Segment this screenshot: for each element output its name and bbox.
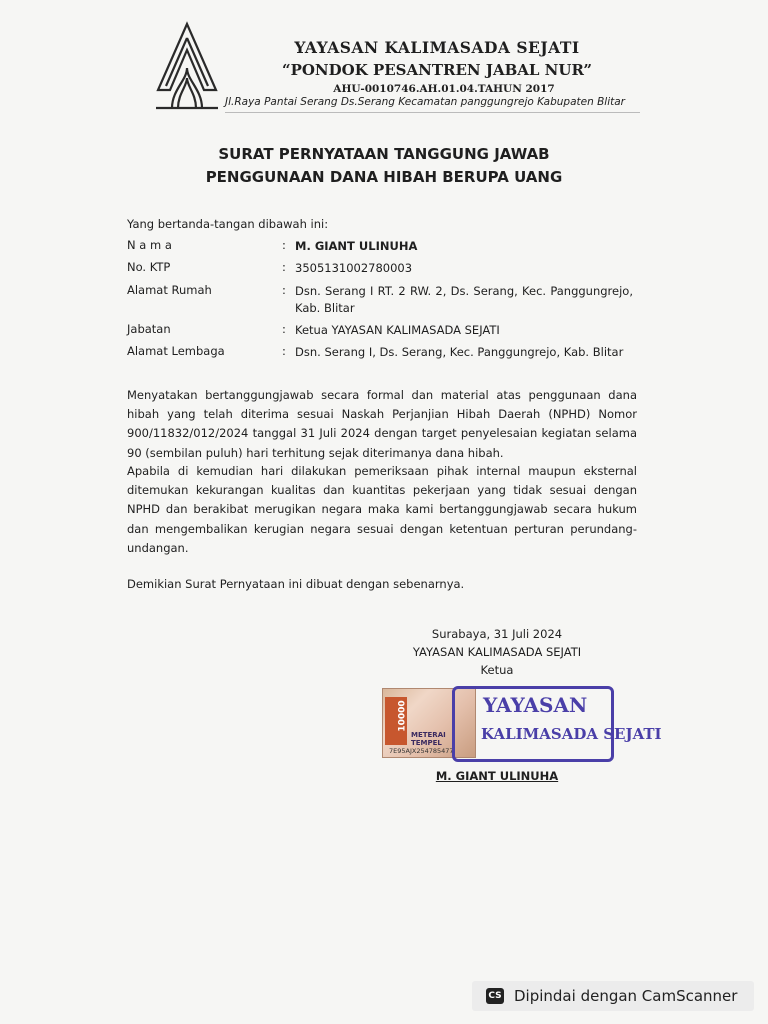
liability-paragraph: Apabila di kemudian hari dilakukan pemeriksaan pihak internal maupun eksternal ditemukan kekurangan kualitas dan kuantitas pekerjaan yang tidak sesuai dengan NPHD dan berakibat merugikan negara maka kami bertanggungjawab secara hukum dan mengembalikan kerugian negara sesuai dengan ketentuan perturan perundang-undangan. xyxy=(127,464,637,555)
letterhead-divider xyxy=(225,112,640,113)
closing-text: Demikian Surat Pernyataan ini dibuat dengan sebenarnya. xyxy=(127,577,465,591)
field-label: No. KTP xyxy=(127,260,171,274)
field-label: Jabatan xyxy=(127,322,171,336)
camscanner-badge xyxy=(472,981,754,1011)
signer-name xyxy=(392,769,602,783)
stamp-line2: KALIMASADA SEJATI xyxy=(481,725,662,743)
org-address: Jl.Raya Pantai Serang Ds.Serang Kecamatan panggungrejo Kabupaten Blitar xyxy=(225,96,625,108)
materai-value: 10000 xyxy=(397,700,408,732)
camscanner-text: Dipindai dengan CamScanner xyxy=(514,987,738,1005)
stamp-line1: YAYASAN xyxy=(483,693,588,717)
field-value: 3505131002780003 xyxy=(295,261,413,275)
field-colon: : xyxy=(282,238,286,252)
field-row-institution-address xyxy=(127,344,637,363)
field-colon: : xyxy=(282,322,286,336)
doc-title-line2: PENGGUNAAN DANA HIBAH BERUPA UANG xyxy=(205,168,563,186)
field-colon: : xyxy=(282,260,286,274)
field-colon: : xyxy=(282,344,286,358)
materai-value-badge xyxy=(385,697,407,745)
statement-paragraph: Menyatakan bertanggungjawab secara formal dan material atas penggunaan dana hibah yang telah diterima sesuai Naskah Perjanjian Hibah Daerah (NPHD) Nomor 900/11832/012/2024 tanggal 31 Juli 2024 dengan target penyelesaian kegiatan selama 90 (sembilan puluh) hari terhitung sejak diterimanya dana hibah. xyxy=(127,388,637,460)
doc-title-line1: SURAT PERNYATAAN TANGGUNG JAWAB xyxy=(218,145,550,163)
org-name: YAYASAN KALIMASADA SEJATI xyxy=(294,38,580,57)
field-label: Alamat Rumah xyxy=(127,283,212,297)
field-value: Dsn. Serang I RT. 2 RW. 2, Ds. Serang, Kec. Panggungrejo, Kab. Blitar xyxy=(295,284,633,315)
field-value: M. GIANT ULINUHA xyxy=(295,239,418,253)
field-value: Ketua YAYASAN KALIMASADA SEJATI xyxy=(295,323,500,337)
camscanner-icon: CS xyxy=(486,988,504,1004)
field-row-ktp xyxy=(127,260,637,279)
signature-position: Ketua xyxy=(480,663,514,677)
field-label: N a m a xyxy=(127,238,172,252)
organization-stamp xyxy=(452,686,662,762)
field-label: Alamat Lembaga xyxy=(127,344,225,358)
signer-name-text: M. GIANT ULINUHA xyxy=(435,769,559,783)
field-colon: : xyxy=(282,283,286,297)
field-value: Dsn. Serang I, Ds. Serang, Kec. Panggungrejo, Kab. Blitar xyxy=(295,345,624,359)
foundation-logo-icon xyxy=(150,20,224,112)
materai-serial: 7E95AJX254785477 xyxy=(389,747,454,755)
field-row-position xyxy=(127,322,637,341)
intro-text: Yang bertanda-tangan dibawah ini: xyxy=(127,217,329,231)
signature-organization: YAYASAN KALIMASADA SEJATI xyxy=(412,645,582,659)
registration-number: AHU-0010746.AH.01.04.TAHUN 2017 xyxy=(333,83,555,95)
materai-label: METERAI TEMPEL xyxy=(411,731,446,747)
signature-place-date: Surabaya, 31 Juli 2024 xyxy=(431,627,563,641)
pesantren-name: “PONDOK PESANTREN JABAL NUR” xyxy=(281,61,593,79)
field-row-home-address xyxy=(127,283,637,319)
field-row-name xyxy=(127,238,637,257)
